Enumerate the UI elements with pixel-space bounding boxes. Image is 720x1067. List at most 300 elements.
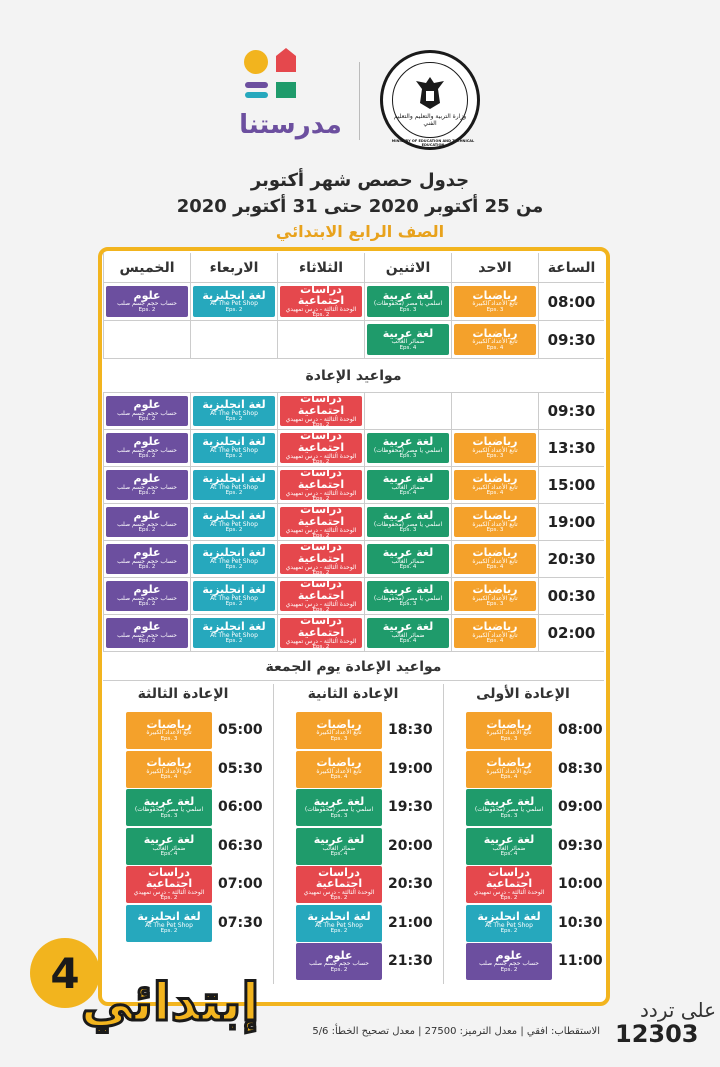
lesson-episode: Eps. 4 bbox=[160, 774, 178, 781]
schedule-row bbox=[103, 283, 604, 321]
day-cell bbox=[103, 578, 190, 615]
day-cell bbox=[451, 393, 538, 430]
lesson-episode: Eps. 4 bbox=[160, 851, 178, 858]
lesson-block bbox=[280, 503, 362, 539]
col-time: الساعة bbox=[538, 253, 604, 283]
lesson-episode: Eps. 4 bbox=[500, 851, 518, 858]
lesson-title: لغة عربية bbox=[382, 509, 434, 523]
lesson-title: لغة عربية bbox=[382, 583, 434, 597]
brand-name: مدرستنا bbox=[239, 110, 342, 140]
lesson-block bbox=[466, 828, 552, 865]
lesson-title: لغة انجليزية bbox=[202, 472, 266, 486]
lesson-title: رياضيات bbox=[486, 756, 532, 770]
lesson-topic: الوحدة الثالثة - درس تمهيدي bbox=[285, 452, 357, 460]
lesson-block bbox=[106, 618, 188, 648]
lesson-title: لغة انجليزية bbox=[137, 910, 201, 924]
lesson-episode: Eps. 4 bbox=[330, 774, 348, 781]
rerun-time: 07:00 bbox=[218, 876, 263, 892]
lesson-episode: Eps. 3 bbox=[160, 812, 178, 819]
lesson-episode: Eps. 3 bbox=[399, 306, 417, 313]
lesson-episode: Eps. 2 bbox=[225, 453, 243, 460]
lesson-title: علوم bbox=[495, 948, 523, 962]
lesson-topic: ضمائر الغائب bbox=[391, 557, 425, 565]
schedule-row bbox=[103, 467, 604, 504]
lesson-topic: حساب حجم جسم صلب bbox=[117, 520, 177, 528]
lesson-topic: تابع الأعداد الكبيرة bbox=[316, 767, 362, 775]
lesson-block bbox=[280, 392, 362, 428]
lesson-episode: Eps. 2 bbox=[312, 458, 330, 465]
rerun-time: 08:30 bbox=[558, 760, 603, 777]
lesson-block bbox=[280, 577, 362, 613]
day-cell bbox=[277, 578, 364, 615]
lesson-block bbox=[466, 789, 552, 826]
lesson-episode: Eps. 4 bbox=[486, 564, 504, 571]
lesson-episode: Eps. 2 bbox=[160, 895, 178, 902]
day-cell bbox=[190, 430, 277, 467]
lesson-topic: الوحدة الثالثة - درس تمهيدي bbox=[303, 889, 375, 897]
lesson-title: دراسات اجتماعية bbox=[485, 865, 533, 891]
lesson-episode: Eps. 2 bbox=[225, 527, 243, 534]
lesson-title: لغة انجليزية bbox=[202, 398, 266, 412]
lesson-episode: Eps. 2 bbox=[330, 895, 348, 902]
lesson-title: علوم bbox=[133, 472, 161, 486]
lesson-title: دراسات اجتماعية bbox=[315, 865, 363, 891]
lesson-block bbox=[454, 581, 536, 611]
lesson-block bbox=[296, 866, 382, 903]
lesson-topic: حساب حجم جسم صلب bbox=[309, 960, 369, 968]
day-cell bbox=[451, 430, 538, 467]
lesson-episode: Eps. 2 bbox=[225, 306, 243, 313]
lesson-block bbox=[193, 618, 275, 648]
lesson-topic: At The Pet Shop bbox=[210, 594, 258, 602]
lesson-episode: Eps. 2 bbox=[138, 527, 156, 534]
lesson-title: علوم bbox=[133, 288, 161, 302]
rerun-time: 19:30 bbox=[388, 799, 433, 815]
lesson-block bbox=[367, 581, 449, 611]
lesson-topic: اسلمي يا مصر (محفوظات) bbox=[474, 806, 544, 814]
day-cell bbox=[103, 541, 190, 578]
lesson-episode: Eps. 4 bbox=[399, 344, 417, 351]
lesson-title: لغة عربية bbox=[382, 546, 434, 560]
lesson-episode: Eps. 2 bbox=[312, 643, 330, 650]
rerun-time: 18:30 bbox=[388, 722, 433, 738]
friday-label: مواعيد الإعادة يوم الجمعة bbox=[103, 653, 604, 681]
schedule-row bbox=[103, 393, 604, 430]
lesson-episode: Eps. 2 bbox=[312, 569, 330, 576]
day-cell bbox=[103, 321, 190, 359]
lesson-episode: Eps. 4 bbox=[500, 774, 518, 781]
lesson-episode: Eps. 4 bbox=[399, 638, 417, 645]
lesson-topic: اسلمي يا مصر (محفوظات) bbox=[304, 806, 374, 814]
day-cell bbox=[451, 321, 538, 359]
day-cell bbox=[451, 541, 538, 578]
lesson-topic: At The Pet Shop bbox=[210, 557, 258, 565]
lesson-block bbox=[454, 324, 536, 355]
ministry-seal bbox=[380, 50, 480, 150]
day-cell bbox=[364, 430, 451, 467]
day-cell bbox=[103, 467, 190, 504]
lesson-episode: Eps. 4 bbox=[486, 490, 504, 497]
lesson-title: رياضيات bbox=[472, 509, 518, 523]
day-cell bbox=[364, 578, 451, 615]
lesson-block bbox=[126, 828, 212, 865]
lesson-block bbox=[367, 324, 449, 355]
lesson-episode: Eps. 2 bbox=[160, 928, 178, 935]
lesson-block bbox=[367, 507, 449, 537]
day-cell bbox=[277, 541, 364, 578]
col-tue: الثلاثاء bbox=[277, 253, 364, 283]
day-cell bbox=[190, 578, 277, 615]
lesson-topic: تابع الأعداد الكبيرة bbox=[472, 631, 518, 639]
schedule-row bbox=[103, 504, 604, 541]
lesson-topic: ضمائر الغائب bbox=[391, 631, 425, 639]
day-cell bbox=[190, 504, 277, 541]
lesson-episode: Eps. 2 bbox=[225, 490, 243, 497]
rerun-time: 20:00 bbox=[388, 837, 433, 854]
title-line-1: جدول حصص شهر أكتوبر bbox=[250, 170, 470, 191]
lesson-block bbox=[296, 789, 382, 826]
lesson-title: لغة عربية bbox=[382, 288, 434, 302]
row-time: 15:00 bbox=[538, 467, 604, 504]
day-cell bbox=[364, 504, 451, 541]
col-sun: الاحد bbox=[451, 253, 538, 283]
rerun-time: 10:30 bbox=[558, 914, 603, 931]
lesson-block bbox=[126, 712, 212, 749]
lesson-block bbox=[454, 433, 536, 463]
lesson-block bbox=[106, 470, 188, 500]
eagle-emblem-icon bbox=[410, 73, 450, 113]
lesson-episode: Eps. 2 bbox=[138, 453, 156, 460]
lesson-topic: تابع الأعداد الكبيرة bbox=[316, 729, 362, 737]
lesson-episode: Eps. 2 bbox=[312, 606, 330, 613]
lesson-title: لغة انجليزية bbox=[202, 288, 266, 302]
day-cell bbox=[451, 504, 538, 541]
day-cell bbox=[364, 321, 451, 359]
schedule-row bbox=[103, 321, 604, 359]
lesson-episode: Eps. 3 bbox=[399, 453, 417, 460]
lesson-topic: تابع الأعداد الكبيرة bbox=[472, 483, 518, 491]
lesson-block bbox=[193, 433, 275, 463]
lesson-block bbox=[106, 433, 188, 463]
lesson-episode: Eps. 3 bbox=[486, 453, 504, 460]
lesson-topic: اسلمي يا مصر (محفوظات) bbox=[373, 594, 443, 602]
lesson-topic: تابع الأعداد الكبيرة bbox=[472, 520, 518, 528]
lesson-title: دراسات اجتماعية bbox=[297, 540, 345, 565]
lesson-episode: Eps. 4 bbox=[486, 344, 504, 351]
lesson-block bbox=[193, 544, 275, 574]
lesson-episode: Eps. 4 bbox=[399, 564, 417, 571]
lesson-episode: Eps. 2 bbox=[500, 895, 518, 902]
seal-arabic-text: وزارة التربية والتعليم والتعليم الفني bbox=[393, 113, 467, 127]
lesson-block bbox=[454, 618, 536, 648]
lesson-block bbox=[106, 507, 188, 537]
lesson-episode: Eps. 3 bbox=[500, 812, 518, 819]
schedule-row bbox=[103, 578, 604, 615]
lesson-title: لغة عربية bbox=[483, 833, 535, 847]
lesson-topic: اسلمي يا مصر (محفوظات) bbox=[134, 806, 204, 814]
lesson-topic: تابع الأعداد الكبيرة bbox=[486, 729, 532, 737]
lesson-title: علوم bbox=[133, 509, 161, 523]
row-time: 09:30 bbox=[538, 393, 604, 430]
lesson-title: لغة انجليزية bbox=[202, 583, 266, 597]
lesson-title: رياضيات bbox=[472, 583, 518, 597]
lesson-title: لغة انجليزية bbox=[202, 546, 266, 560]
rerun-time: 21:30 bbox=[388, 953, 433, 969]
lesson-title: علوم bbox=[325, 948, 353, 962]
lesson-title: دراسات اجتماعية bbox=[297, 429, 345, 454]
title-line-2: من 25 أكتوبر 2020 حتى 31 أكتوبر 2020 bbox=[176, 196, 544, 217]
lesson-block bbox=[296, 828, 382, 865]
lesson-title: دراسات اجتماعية bbox=[297, 614, 345, 639]
lesson-title: علوم bbox=[133, 620, 161, 634]
lesson-block bbox=[466, 712, 552, 749]
lesson-title: لغة عربية bbox=[313, 794, 365, 808]
lesson-title: علوم bbox=[133, 435, 161, 449]
row-time: 08:00 bbox=[538, 283, 604, 321]
lesson-block bbox=[367, 286, 449, 317]
day-cell bbox=[103, 615, 190, 652]
lesson-block bbox=[367, 618, 449, 648]
badge-number: 4 bbox=[30, 938, 100, 1008]
row-time: 02:00 bbox=[538, 615, 604, 652]
lesson-topic: تابع الأعداد الكبيرة bbox=[486, 767, 532, 775]
lesson-block bbox=[193, 507, 275, 537]
rerun-column-title: الإعادة الثانية bbox=[307, 686, 399, 702]
lesson-topic: تابع الأعداد الكبيرة bbox=[472, 338, 518, 346]
lesson-episode: Eps. 3 bbox=[399, 527, 417, 534]
lesson-topic: حساب حجم جسم صلب bbox=[117, 557, 177, 565]
lesson-block bbox=[466, 751, 552, 788]
day-cell bbox=[190, 393, 277, 430]
rerun-time: 09:30 bbox=[558, 837, 603, 854]
lesson-episode: Eps. 2 bbox=[225, 638, 243, 645]
header-row bbox=[103, 253, 604, 283]
rerun-label: مواعيد الإعادة bbox=[103, 359, 604, 393]
lesson-title: رياضيات bbox=[472, 620, 518, 634]
lesson-block bbox=[454, 470, 536, 500]
row-time: 20:30 bbox=[538, 541, 604, 578]
lesson-title: علوم bbox=[133, 546, 161, 560]
day-cell bbox=[451, 615, 538, 652]
lesson-topic: ضمائر الغائب bbox=[391, 338, 425, 346]
day-cell bbox=[103, 504, 190, 541]
lesson-block bbox=[193, 581, 275, 611]
lesson-episode: Eps. 3 bbox=[486, 601, 504, 608]
lesson-topic: تابع الأعداد الكبيرة bbox=[472, 557, 518, 565]
lesson-title: علوم bbox=[133, 398, 161, 412]
lesson-topic: At The Pet Shop bbox=[210, 300, 258, 308]
lesson-title: رياضيات bbox=[472, 288, 518, 302]
day-cell bbox=[277, 393, 364, 430]
lesson-title: رياضيات bbox=[472, 472, 518, 486]
lesson-topic: At The Pet Shop bbox=[210, 483, 258, 491]
lesson-block bbox=[296, 905, 382, 942]
lesson-block bbox=[367, 470, 449, 500]
lesson-episode: Eps. 3 bbox=[486, 306, 504, 313]
lesson-topic: حساب حجم جسم صلب bbox=[117, 300, 177, 308]
lesson-title: لغة انجليزية bbox=[202, 620, 266, 634]
day-cell bbox=[190, 467, 277, 504]
lesson-block bbox=[193, 286, 275, 317]
lesson-title: دراسات اجتماعية bbox=[297, 577, 345, 602]
lesson-episode: Eps. 2 bbox=[225, 564, 243, 571]
day-cell bbox=[277, 504, 364, 541]
rerun-time: 11:00 bbox=[558, 953, 603, 969]
lesson-topic: At The Pet Shop bbox=[210, 409, 258, 417]
lesson-topic: At The Pet Shop bbox=[315, 921, 363, 929]
lesson-topic: ضمائر الغائب bbox=[322, 844, 356, 852]
rerun-column-title: الإعادة الأولى bbox=[476, 686, 570, 702]
rerun-time: 08:00 bbox=[558, 722, 603, 738]
lesson-topic: الوحدة الثالثة - درس تمهيدي bbox=[133, 889, 205, 897]
lesson-block bbox=[454, 544, 536, 574]
lesson-block bbox=[280, 429, 362, 465]
day-cell bbox=[190, 615, 277, 652]
day-cell bbox=[364, 615, 451, 652]
lesson-block bbox=[296, 712, 382, 749]
lesson-topic: اسلمي يا مصر (محفوظات) bbox=[373, 300, 443, 308]
lesson-title: رياضيات bbox=[472, 326, 518, 340]
lesson-title: رياضيات bbox=[146, 756, 192, 770]
lesson-episode: Eps. 2 bbox=[138, 601, 156, 608]
lesson-topic: الوحدة الثالثة - درس تمهيدي bbox=[285, 637, 357, 645]
grade-title: الصف الرابع الابتدائي bbox=[275, 222, 445, 241]
footer-info: الاستقطاب: افقي | معدل الترميز: 27500 | معدل تصحيح الخطأ: 5/6 bbox=[312, 1026, 600, 1037]
lesson-title: رياضيات bbox=[472, 435, 518, 449]
schedule-row bbox=[103, 541, 604, 578]
schedule-row bbox=[103, 430, 604, 467]
lesson-title: لغة عربية bbox=[382, 435, 434, 449]
lesson-title: لغة عربية bbox=[483, 794, 535, 808]
lesson-episode: Eps. 2 bbox=[138, 564, 156, 571]
lesson-topic: حساب حجم جسم صلب bbox=[117, 409, 177, 417]
lesson-topic: تابع الأعداد الكبيرة bbox=[472, 300, 518, 308]
lesson-title: دراسات اجتماعية bbox=[297, 503, 345, 528]
lesson-episode: Eps. 2 bbox=[225, 416, 243, 423]
day-cell bbox=[364, 283, 451, 321]
lesson-episode: Eps. 2 bbox=[312, 312, 330, 319]
lesson-topic: حساب حجم جسم صلب bbox=[117, 594, 177, 602]
lesson-episode: Eps. 3 bbox=[399, 601, 417, 608]
day-cell bbox=[364, 467, 451, 504]
row-time: 09:30 bbox=[538, 321, 604, 359]
lesson-episode: Eps. 4 bbox=[399, 490, 417, 497]
rerun-time: 20:30 bbox=[388, 876, 433, 892]
day-cell bbox=[190, 321, 277, 359]
lesson-block bbox=[280, 614, 362, 650]
lesson-topic: الوحدة الثالثة - درس تمهيدي bbox=[285, 563, 357, 571]
badge-text: إبتدائي bbox=[80, 973, 260, 1033]
rerun-time: 05:00 bbox=[218, 722, 263, 738]
lesson-episode: Eps. 4 bbox=[330, 851, 348, 858]
day-cell bbox=[451, 578, 538, 615]
row-time: 19:00 bbox=[538, 504, 604, 541]
lesson-topic: تابع الأعداد الكبيرة bbox=[146, 767, 192, 775]
lesson-block bbox=[280, 540, 362, 576]
lesson-block bbox=[367, 544, 449, 574]
rerun-time: 10:00 bbox=[558, 876, 603, 892]
lesson-episode: Eps. 2 bbox=[138, 638, 156, 645]
lesson-block bbox=[106, 396, 188, 426]
lesson-block bbox=[126, 751, 212, 788]
day-cell bbox=[277, 467, 364, 504]
madrasatna-logo bbox=[239, 48, 358, 143]
lesson-block bbox=[454, 286, 536, 317]
col-mon: الاثنين bbox=[364, 253, 451, 283]
lesson-topic: الوحدة الثالثة - درس تمهيدي bbox=[285, 489, 357, 497]
lesson-block bbox=[466, 943, 552, 980]
lesson-title: رياضيات bbox=[316, 717, 362, 731]
frequency-label: على تردد bbox=[640, 998, 716, 1022]
lesson-episode: Eps. 3 bbox=[160, 735, 178, 742]
lesson-topic: At The Pet Shop bbox=[210, 631, 258, 639]
lesson-title: لغة انجليزية bbox=[202, 509, 266, 523]
logo-divider bbox=[359, 62, 360, 140]
lesson-block bbox=[193, 470, 275, 500]
lesson-title: لغة عربية bbox=[143, 833, 195, 847]
row-time: 13:30 bbox=[538, 430, 604, 467]
row-time: 00:30 bbox=[538, 578, 604, 615]
lesson-topic: الوحدة الثالثة - درس تمهيدي bbox=[285, 600, 357, 608]
rerun-time: 06:30 bbox=[218, 837, 263, 854]
day-cell bbox=[451, 467, 538, 504]
lesson-title: دراسات اجتماعية bbox=[145, 865, 193, 891]
lesson-block bbox=[466, 905, 552, 942]
lesson-topic: حساب حجم جسم صلب bbox=[117, 483, 177, 491]
lesson-topic: اسلمي يا مصر (محفوظات) bbox=[373, 446, 443, 454]
lesson-block bbox=[296, 943, 382, 980]
lesson-title: رياضيات bbox=[316, 756, 362, 770]
lesson-title: رياضيات bbox=[472, 546, 518, 560]
lesson-block bbox=[126, 866, 212, 903]
lesson-topic: الوحدة الثالثة - درس تمهيدي bbox=[285, 526, 357, 534]
lesson-episode: Eps. 2 bbox=[500, 966, 518, 973]
lesson-topic: At The Pet Shop bbox=[485, 921, 533, 929]
lesson-episode: Eps. 2 bbox=[138, 306, 156, 313]
lesson-topic: الوحدة الثالثة - درس تمهيدي bbox=[285, 415, 357, 423]
day-cell bbox=[277, 321, 364, 359]
lesson-episode: Eps. 2 bbox=[138, 490, 156, 497]
lesson-topic: حساب حجم جسم صلب bbox=[117, 446, 177, 454]
lesson-title: لغة انجليزية bbox=[307, 910, 371, 924]
lesson-block bbox=[280, 466, 362, 502]
lesson-topic: At The Pet Shop bbox=[210, 520, 258, 528]
lesson-title: لغة عربية bbox=[382, 326, 434, 340]
schedule-row bbox=[103, 615, 604, 652]
lesson-episode: Eps. 2 bbox=[225, 601, 243, 608]
lesson-topic: تابع الأعداد الكبيرة bbox=[472, 446, 518, 454]
lesson-topic: تابع الأعداد الكبيرة bbox=[146, 729, 192, 737]
lesson-title: رياضيات bbox=[486, 717, 532, 731]
lesson-block bbox=[193, 396, 275, 426]
day-cell bbox=[103, 283, 190, 321]
lesson-title: لغة عربية bbox=[382, 620, 434, 634]
lesson-title: لغة عربية bbox=[313, 833, 365, 847]
day-cell bbox=[190, 541, 277, 578]
lesson-topic: ضمائر الغائب bbox=[152, 844, 186, 852]
lesson-title: دراسات اجتماعية bbox=[297, 282, 345, 308]
day-cell bbox=[190, 283, 277, 321]
rerun-time: 09:00 bbox=[558, 799, 603, 815]
rerun-time: 05:30 bbox=[218, 760, 263, 777]
lesson-title: دراسات اجتماعية bbox=[297, 392, 345, 417]
lesson-block bbox=[296, 751, 382, 788]
lesson-episode: Eps. 4 bbox=[486, 638, 504, 645]
lesson-topic: حساب حجم جسم صلب bbox=[479, 960, 539, 968]
lesson-topic: At The Pet Shop bbox=[210, 446, 258, 454]
col-thu: الخميس bbox=[103, 253, 190, 283]
frequency-value: 12303 bbox=[615, 1020, 699, 1048]
